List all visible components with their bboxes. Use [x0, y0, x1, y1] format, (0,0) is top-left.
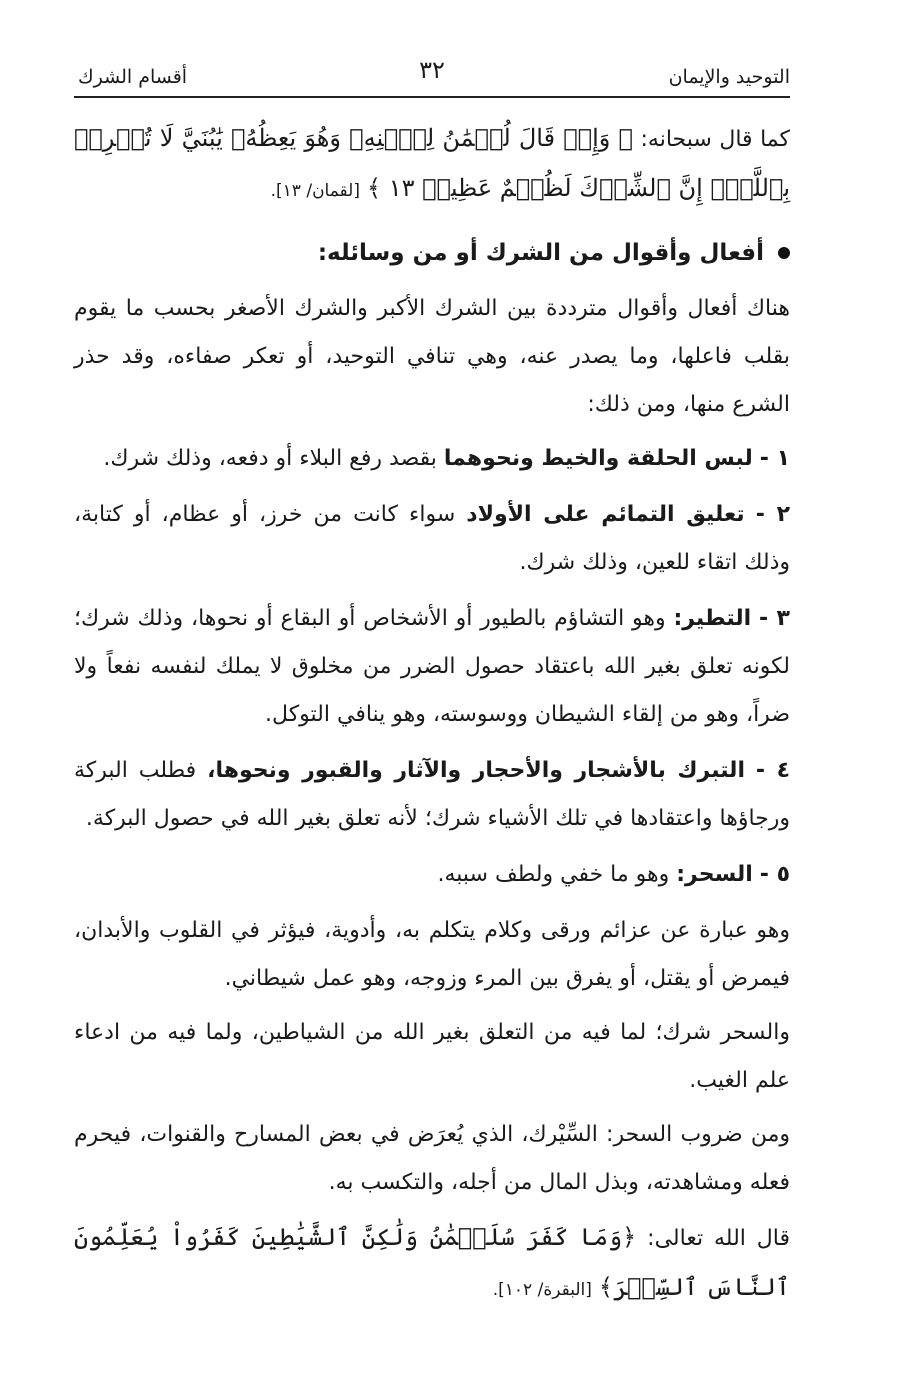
item-title: التطير: — [673, 606, 752, 631]
item-text: وهو التشاؤم بالطيور أو الأشخاص أو البقاع أو نحوها، وذلك شرك؛ لكونه تعلق بغير الله باعتقاد حصول الضرر من مخلوق لا يملك لنفسه نفعاً ولا ضراً، وهو من إلقاء الشيطان ووسوسته، وهو ينافي التوكل. — [74, 606, 790, 727]
item-title: تعليق التمائم على الأولاد — [466, 502, 745, 527]
item-title: السحر: — [676, 862, 753, 887]
bullet-icon — [778, 247, 790, 259]
item-number: ١ - — [759, 446, 790, 471]
intro-paragraph — [74, 114, 790, 215]
page-content — [74, 114, 790, 1314]
page — [74, 56, 790, 1320]
section-description: هناك أفعال وأقوال مترددة بين الشرك الأكبر والشرك الأصغر بحسب ما يقوم بقلب فاعلها، وما يصدر عنه، وهي تنافي التوحيد، أو تعكر صفاءه، وقد حذر الشرع منها، ومن ذلك: — [74, 296, 790, 417]
item-text: سواء كانت من خرز، أو عظام، أو كتابة، وذلك اتقاء للعين، وذلك شرك. — [74, 502, 790, 575]
list-item-4 — [74, 747, 790, 843]
intro-reference: [لقمان/ ١٣]. — [270, 181, 360, 201]
closing-lead: قال الله تعالى: — [647, 1226, 791, 1251]
book-title: التوحيد والإيمان — [668, 66, 790, 88]
chapter-title: أقسام الشرك — [78, 66, 188, 88]
intro-lead: كما قال سبحانه: — [640, 127, 790, 152]
closing-reference: [البقرة/ ١٠٢]. — [492, 1280, 592, 1300]
item-number: ٥ - — [759, 862, 790, 887]
list-item-1 — [74, 435, 790, 483]
closing-paragraph — [74, 1213, 790, 1314]
item-text: وهو ما خفي ولطف سببه. — [437, 862, 670, 887]
list-item-3 — [74, 595, 790, 739]
paragraph-3: ومن ضروب السحر: السِّيْرك، الذي يُعرَض في بعض المسارح والقنوات، فيحرم فعله ومشاهدته، وبذل المال من أجله، والتكسب به. — [74, 1122, 790, 1195]
item-text: فطلب البركة ورجاؤها واعتقادها في تلك الأشياء شرك؛ لأنه تعلق بغير الله في حصول البركة. — [74, 758, 790, 831]
paragraph-1: وهو عبارة عن عزائم ورقى وكلام يتكلم به، وأدوية، فيؤثر في القلوب والأبدان، فيمرض أو يقتل، أو يفرق بين المرء وزوجه، وهو عمل شيطاني. — [74, 918, 790, 991]
page-header — [74, 56, 790, 98]
list-item-5 — [74, 851, 790, 899]
section-heading — [74, 229, 790, 277]
closing-verse: ﴿وَمَا كَفَرَ سُلَيۡمَٰنُ وَلَٰكِنَّ ٱلشَّيَٰطِينَ كَفَرُواْ يُعَلِّمُونَ ٱلنَّاسَ ٱلسِّحۡرَ﴾ — [74, 1223, 790, 1301]
item-text: بقصد رفع البلاء أو دفعه، وذلك شرك. — [103, 446, 437, 471]
page-number: ٣٢ — [419, 56, 445, 84]
intro-verse: ﴿ وَإِذۡ قَالَ لُقۡمَٰنُ لِٱبۡنِهِۦ وَهُوَ يَعِظُهُۥ يَٰبُنَيَّ لَا تُشۡرِكۡ بِٱللَّهِۖ إِنَّ ٱلشِّرۡكَ لَظُلۡمٌ عَظِيمٞ ١٣ ﴾ — [74, 124, 790, 202]
section-heading-text: أفعال وأقوال من الشرك أو من وسائله: — [317, 240, 764, 266]
item-title: التبرك بالأشجار والأحجار والآثار والقبور ونحوها، — [207, 758, 745, 783]
list-item-2 — [74, 491, 790, 587]
item-number: ٣ - — [758, 606, 790, 631]
item-title: لبس الحلقة والخيط ونحوهما — [443, 446, 753, 471]
paragraph-2: والسحر شرك؛ لما فيه من التعلق بغير الله من الشياطين، ولما فيه من ادعاء علم الغيب. — [74, 1020, 790, 1093]
item-number: ٢ - — [755, 502, 790, 527]
item-number: ٤ - — [755, 758, 791, 783]
